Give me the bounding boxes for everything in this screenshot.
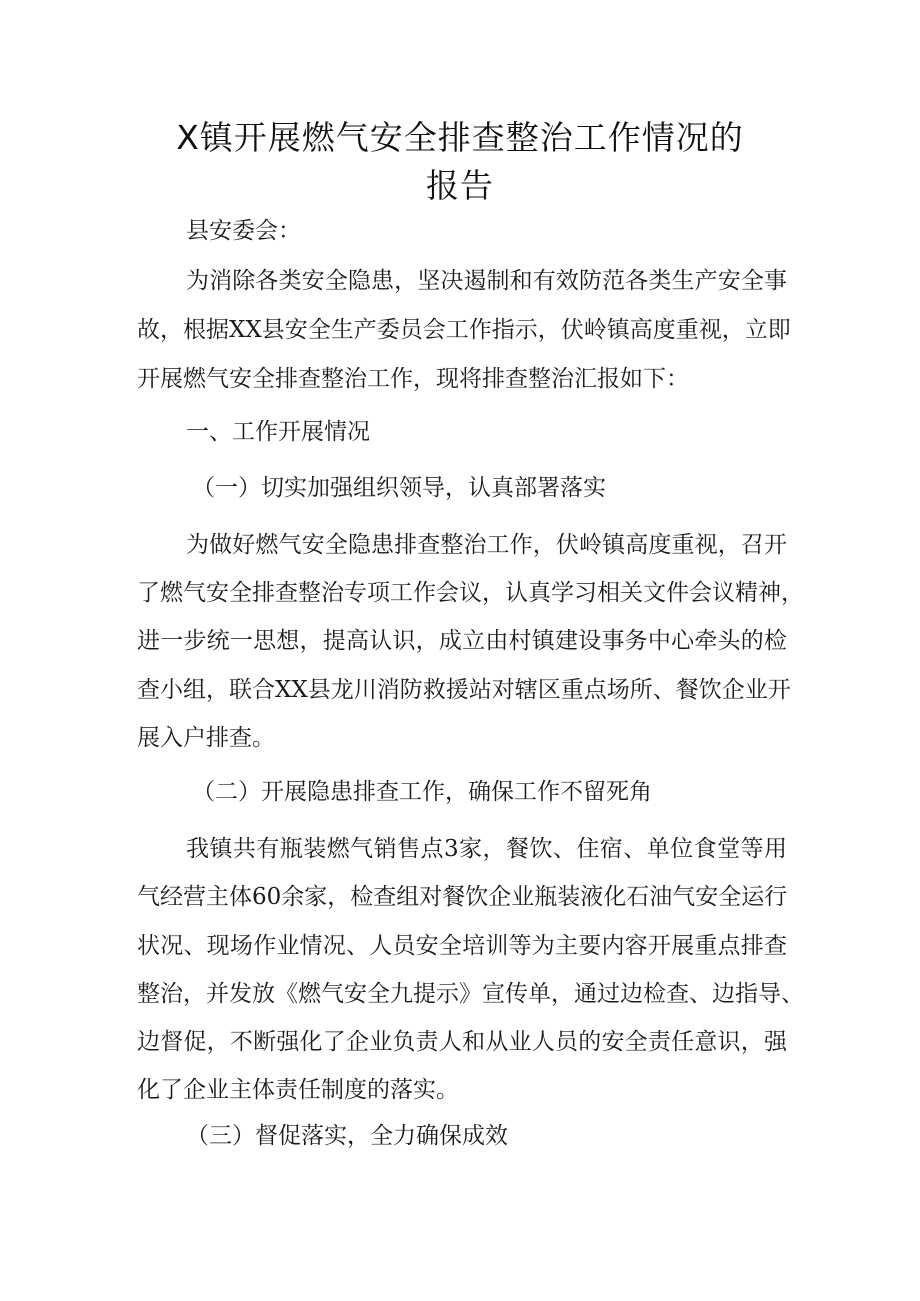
subsection-1-heading: （一）切实加强组织领导，认真部署落实 — [192, 475, 606, 501]
subsection-1-line-1: 为做好燃气安全隐患排查整治工作，伏岭镇高度重视，召开 — [186, 532, 787, 558]
subsection-1-line-2: 了燃气安全排查整治专项工作会议，认真学习相关文件会议精神， — [137, 580, 804, 606]
section-1-heading: 一、工作开展情况 — [186, 419, 370, 445]
document-title-line-1: X镇开展燃气安全排查整治工作情况的 — [176, 118, 744, 157]
document-title-line-2: 报告 — [426, 166, 494, 205]
subsection-2-line-4: 整治，并发放《燃气安全九提示》宣传单，通过边检查、边指导、 — [137, 981, 804, 1007]
intro-line-3: 开展燃气安全排查整治工作，现将排查整治汇报如下： — [137, 366, 689, 392]
subsection-2-line-6: 化了企业主体责任制度的落实。 — [137, 1077, 459, 1103]
subsection-1-line-5: 展入户排查。 — [137, 725, 275, 751]
subsection-2-line-1: 我镇共有瓶装燃气销售点3家，餐饮、住宿、单位食堂等用 — [186, 836, 787, 862]
subsection-1-line-4: 查小组，联合XX县龙川消防救援站对辖区重点场所、餐饮企业开 — [137, 677, 791, 703]
subsection-3-heading: （三）督促落实，全力确保成效 — [186, 1123, 508, 1149]
subsection-2-heading: （二）开展隐患排查工作，确保工作不留死角 — [192, 779, 652, 805]
subsection-2-line-2: 气经营主体60余家，检查组对餐饮企业瓶装液化石油气安全运行 — [137, 884, 788, 910]
intro-line-2: 故，根据XX县安全生产委员会工作指示，伏岭镇高度重视，立即 — [137, 317, 791, 343]
subsection-1-line-3: 进一步统一思想，提高认识，成立由村镇建设事务中心牵头的检 — [137, 628, 787, 654]
intro-line-1: 为消除各类安全隐患，坚决遏制和有效防范各类生产安全事 — [186, 268, 787, 294]
subsection-2-line-5: 边督促，不断强化了企业负责人和从业人员的安全责任意识，强 — [137, 1029, 787, 1055]
subsection-2-line-3: 状况、现场作业情况、人员安全培训等为主要内容开展重点排查 — [137, 933, 787, 959]
salutation: 县安委会： — [186, 218, 301, 244]
